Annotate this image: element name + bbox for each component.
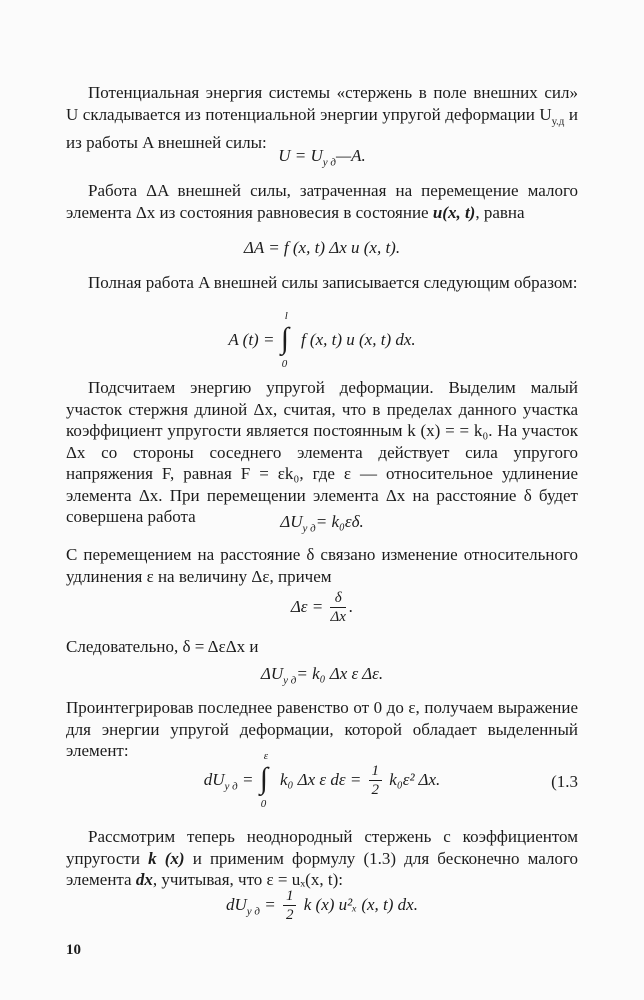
eq3-body: f (x, t) u (x, t) dx. — [300, 329, 416, 349]
eq4-rhs: = k₀εδ. — [315, 512, 364, 531]
paragraph-total-work: Полная работа A внешней силы записывается следующим образом: — [88, 273, 578, 292]
eq8-lhs: dU — [226, 894, 247, 914]
equation-1-3 — [66, 750, 578, 810]
para8-c: и применим формулу (1.3) для бесконечно малого элемента — [66, 848, 579, 889]
eq7-upper-limit: ε — [263, 750, 269, 762]
eq1-lhs: U — [278, 146, 291, 165]
equation-delta-u — [66, 512, 578, 534]
eq6-sub: у д — [283, 674, 297, 687]
eq7-numerator: 1 — [369, 763, 383, 781]
paragraph-potential-energy — [66, 82, 578, 154]
eq1-tail: —A. — [336, 146, 366, 165]
para2-c: , равна — [475, 202, 525, 222]
eq4-sub: у д — [302, 522, 316, 535]
eq4-lhs: ΔU — [280, 512, 303, 531]
eq3-lhs: A (t) = — [228, 329, 275, 349]
eq7-denominator: 2 — [371, 782, 380, 798]
eq1-rhs: U — [310, 146, 323, 165]
eq5-fraction — [330, 590, 345, 626]
eq3-upper-limit: l — [284, 310, 288, 322]
eq5-denominator: Δx — [330, 609, 346, 625]
equation-delta-u-expanded — [66, 664, 578, 686]
eq7-eq: = — [237, 769, 254, 789]
para8-a: Рассмотрим теперь неоднородный стержень с коэффициентом упругости — [66, 827, 578, 868]
equation-energy-sum: $U = U_{у д}—A$. — [278, 146, 366, 169]
eq7-tail: k₀ε² Δx. — [385, 769, 441, 789]
eq8-tail: k (x) u²ₓ (x, t) dx. — [299, 894, 418, 914]
eq7-body: k₀ Δx ε dε = — [279, 769, 362, 789]
eq8-numerator: 1 — [283, 888, 297, 906]
eq7-lower-limit: 0 — [260, 798, 267, 810]
para8-b: k (x) — [148, 848, 185, 868]
para1-subscript: у.д — [551, 114, 565, 127]
equation-number: (1.3 — [551, 772, 578, 791]
eq6-rhs: = k₀ Δx ε Δε. — [296, 664, 384, 683]
paragraph-displacement: С перемещением на расстояние δ связано изменение относительного удлинения ε на величину Δε, причем — [66, 545, 578, 586]
paragraph-work-element — [66, 180, 578, 223]
equation-du-inhomogeneous — [66, 888, 578, 924]
integral-sign: ∫ ε 0 — [259, 750, 269, 810]
eq6-lhs: ΔU — [260, 664, 284, 683]
integral-sign: ∫ l 0 — [280, 310, 289, 370]
eq7-lhs: dU — [203, 769, 225, 789]
para2-b: u(x, t) — [432, 202, 476, 222]
para2-a: Работа ΔA внешней силы, затраченная на перемещение малого элемента Δx из состояния равновесия в состояние — [66, 181, 578, 222]
eq1-sub: у д — [322, 156, 336, 169]
paragraph-consequently: Следовательно, δ = ΔεΔx и — [66, 637, 259, 656]
paragraph-inhomogeneous-rod — [66, 826, 578, 891]
equation-total-work — [66, 310, 578, 370]
eq5-tail: . — [348, 596, 354, 616]
equation-delta-epsilon — [66, 590, 578, 626]
para8-d: dx — [135, 870, 153, 889]
eq3-lower-limit: 0 — [281, 358, 288, 370]
eq5-numerator: δ — [330, 590, 345, 608]
equation-delta-work: ΔA = f (x, t) Δx u (x, t). — [243, 238, 401, 257]
eq8-denominator: 2 — [285, 907, 294, 923]
eq7-fraction — [369, 763, 383, 799]
eq5-lhs: Δε = — [290, 596, 324, 616]
paragraph-elastic-deformation: Подсчитаем энергию упругой деформации. Выделим малый участок стержня длиной Δx, считая, что в пределах данного участка коэффициент упругости является постоянным k (x) = = k₀. На участок Δx со стороны соседнего элемента действует сила упругого напряжения F, равная F = εk₀, где ε — относительное удлинение элемента Δx. При перемещении элемента Δx на расстояние δ будет совершена работа — [66, 378, 578, 526]
page-number: 10 — [66, 942, 81, 958]
eq7-sub: у д — [224, 780, 238, 793]
para1-text: Потенциальная энергия системы «стержень в поле внешних сил» U складывается из потенциальной энергии упругой деформации U — [66, 83, 578, 124]
eq8-eq: = — [260, 894, 276, 914]
eq8-fraction — [283, 888, 297, 924]
eq8-sub: у д — [246, 905, 260, 918]
para8-e: , учитывая, что ε = uₓ(x, t): — [152, 870, 343, 889]
paragraph-integration: Проинтегрировав последнее равенство от 0 до ε, получаем выражение для энергии упругой деформации, которой обладает выделенный элемент: — [66, 698, 578, 760]
para1-end: и из работы A внешней силы: — [66, 104, 578, 153]
